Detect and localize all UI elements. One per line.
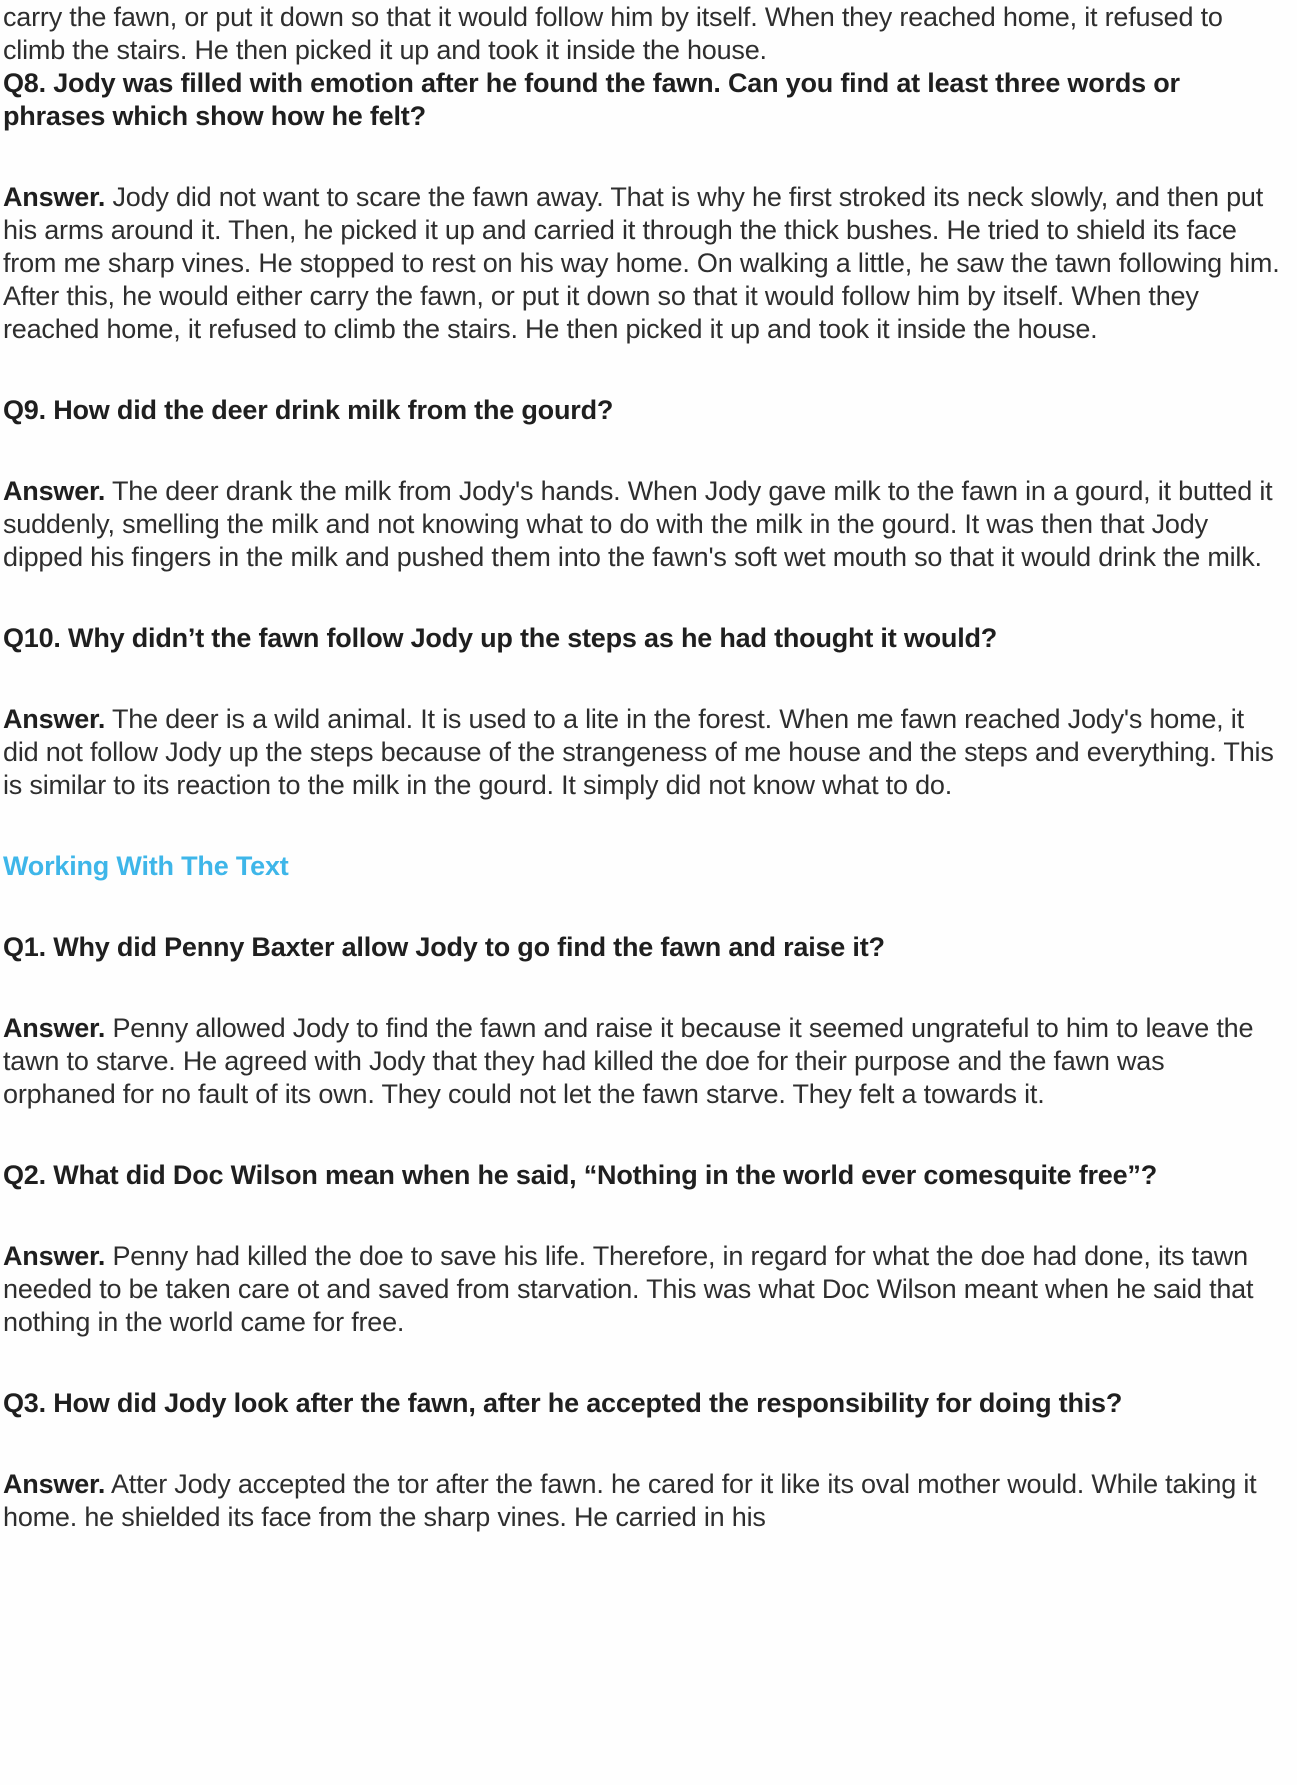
answer-q10-text: The deer is a wild animal. It is used to a lite in the forest. When me fawn reached Jody's home, it did not follow Jody up the steps because of the strangeness of me house and the steps and everything. This is similar to its reaction to the milk in the gourd. It simply did not know what to do. [3,704,1274,800]
answer-q9-text: The deer drank the milk from Jody's hands. When Jody gave milk to the fawn in a gourd, it butted it suddenly, smelling the milk and not knowing what to do with the milk in the gourd. It was then that Jody dipped his fingers in the milk and pushed them into the fawn's soft wet mouth so that it would drink the milk. [3,476,1273,572]
answer-q2-label: Answer. [3,1241,106,1271]
answer-q10-label: Answer. [3,704,106,734]
question-q1: Q1. Why did Penny Baxter allow Jody to go find the fawn and raise it? [3,932,885,962]
answer-q2-text: Penny had killed the doe to save his life. Therefore, in regard for what the doe had done, its tawn needed to be taken care ot and saved from starvation. This was what Doc Wilson meant when he said that nothing in the world came for free. [3,1241,1254,1337]
answer-q2 [3,1240,1283,1339]
question-q8: Q8. Jody was filled with emotion after he found the fawn. Can you find at least three words or phrases which show how he felt? [3,68,1180,131]
answer-q3 [3,1468,1283,1534]
question-q9: Q9. How did the deer drink milk from the gourd? [3,395,614,425]
answer-q3-label: Answer. [3,1469,106,1499]
question-q10: Q10. Why didn’t the fawn follow Jody up the steps as he had thought it would? [3,623,998,653]
question-q3: Q3. How did Jody look after the fawn, after he accepted the responsibility for doing this? [3,1388,1123,1418]
answer-q1 [3,1012,1283,1111]
answer-q9 [3,475,1283,574]
answer-q8 [3,181,1283,346]
intro-continuation-paragraph: carry the fawn, or put it down so that it would follow him by itself. When they reached home, it refused to climb the stairs. He then picked it up and took it inside the house. [3,2,1223,65]
question-q2: Q2. What did Doc Wilson mean when he said, “Nothing in the world ever comesquite free”? [3,1160,1158,1190]
answer-q1-label: Answer. [3,1013,106,1043]
section-heading-working-with-the-text: Working With The Text [3,851,289,881]
answer-q8-label: Answer. [3,182,106,212]
answer-q1-text: Penny allowed Jody to find the fawn and raise it because it seemed ungrateful to him to leave the tawn to starve. He agreed with Jody that they had killed the doe for their purpose and the fawn was orphaned for no fault of its own. They could not let the fawn starve. They felt a towards it. [3,1013,1254,1109]
answer-q10 [3,703,1283,802]
answer-q8-text: Jody did not want to scare the fawn away. That is why he first stroked its neck slowly, and then put his arms around it. Then, he picked it up and carried it through the thick bushes. He tried to shield its face from me sharp vines. He stopped to rest on his way home. On walking a little, he saw the tawn following him. After this, he would either carry the fawn, or put it down so that it would follow him by itself. When they reached home, it refused to climb the stairs. He then picked it up and took it inside the house. [3,182,1280,344]
answer-q9-label: Answer. [3,476,106,506]
answer-q3-text: Atter Jody accepted the tor after the fawn. he cared for it like its oval mother would. While taking it home. he shielded its face from the sharp vines. He carried in his [3,1469,1257,1532]
